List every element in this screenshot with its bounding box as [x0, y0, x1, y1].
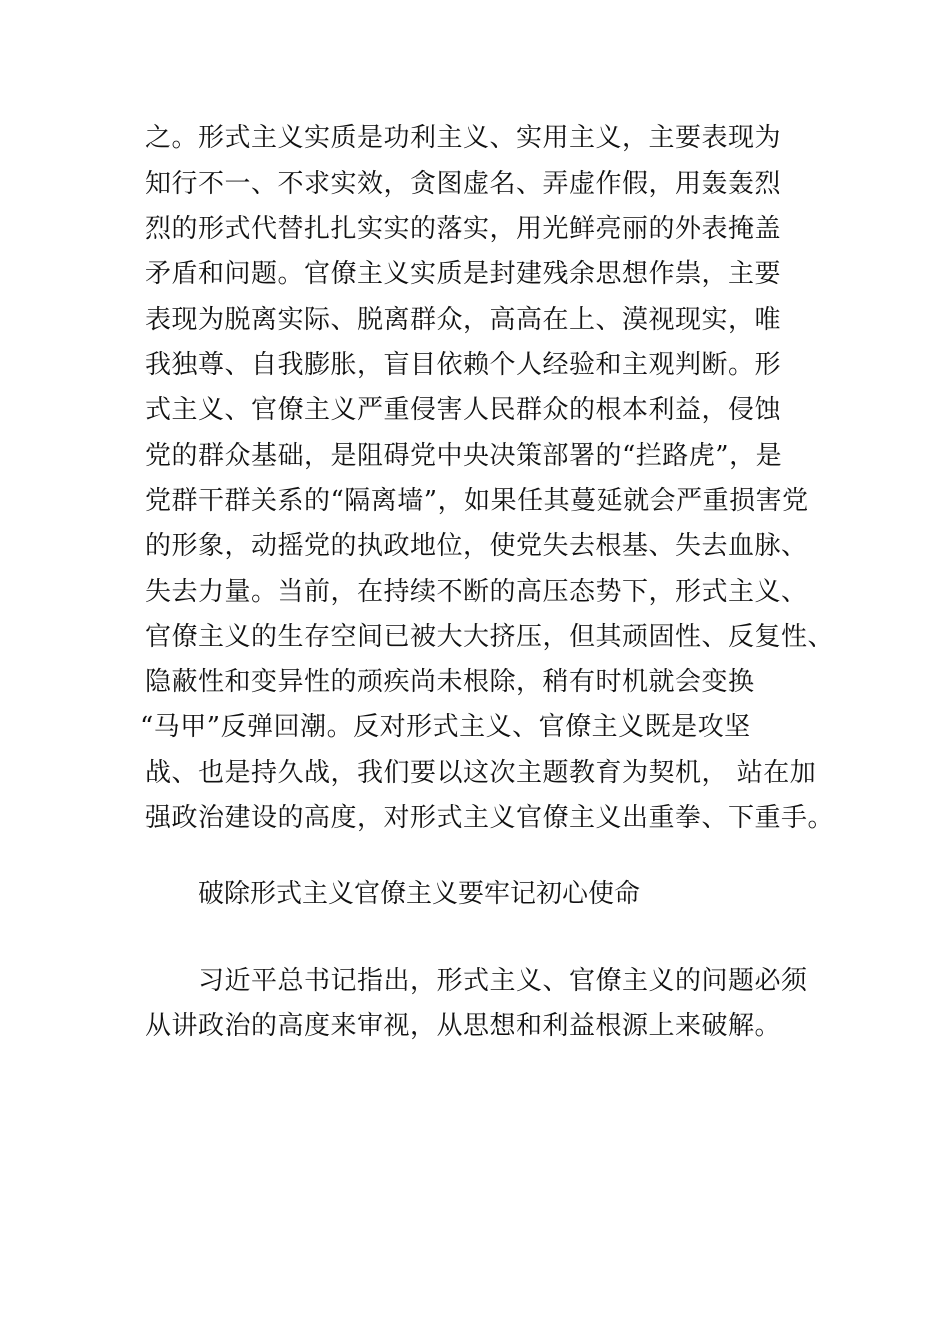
paragraph-1-line-1: 之。形式主义实质是功利主义、实用主义，主要表现为 [145, 123, 782, 153]
paragraph-1-line-3: 烈的形式代替扎扎实实的落实，用光鲜亮丽的外表掩盖 [145, 214, 782, 244]
paragraph-1-line-10: 的形象，动摇党的执政地位，使党失去根基、失去血脉、 [145, 531, 808, 561]
paragraph-1-line-15: 战、也是持久战，我们要以这次主题教育为契机， 站在加 [145, 758, 817, 788]
paragraph-1-line-6: 我独尊、自我膨胀，盲目依赖个人经验和主观判断。形 [145, 350, 782, 380]
paragraph-1-line-13: 隐蔽性和变异性的顽疾尚未根除，稍有时机就会变换 [145, 667, 755, 697]
paragraph-1-line-9: 党群干群关系的“隔离墙”，如果任其蔓延就会严重损害党 [145, 486, 809, 516]
paragraph-1-line-2: 知行不一、不求实效，贪图虚名、弄虚作假，用轰轰烈 [145, 169, 782, 199]
paragraph-1-line-16: 强政治建设的高度，对形式主义官僚主义出重拳、下重手。 [145, 803, 835, 833]
section-heading: 破除形式主义官僚主义要牢记初心使命 [198, 879, 641, 909]
paragraph-1-line-4: 矛盾和问题。官僚主义实质是封建残余思想作祟，主要 [145, 259, 782, 289]
paragraph-2-line-1: 习近平总书记指出，形式主义、官僚主义的问题必须 [198, 966, 808, 996]
paragraph-1-line-7: 式主义、官僚主义严重侵害人民群众的根本利益，侵蚀 [145, 395, 782, 425]
paragraph-1-line-14: “马甲”反弹回潮。反对形式主义、官僚主义既是攻坚 [140, 712, 751, 742]
paragraph-1-line-5: 表现为脱离实际、脱离群众，高高在上、漠视现实，唯 [145, 305, 782, 335]
paragraph-1-line-11: 失去力量。当前，在持续不断的高压态势下，形式主义、 [145, 577, 808, 607]
paragraph-2-line-2: 从讲政治的高度来审视，从思想和利益根源上来破解。 [145, 1011, 782, 1041]
paragraph-1-line-12: 官僚主义的生存空间已被大大挤压，但其顽固性、反复性、 [145, 622, 835, 652]
paragraph-1-line-8: 党的群众基础，是阻碍党中央决策部署的“拦路虎”，是 [145, 441, 783, 471]
